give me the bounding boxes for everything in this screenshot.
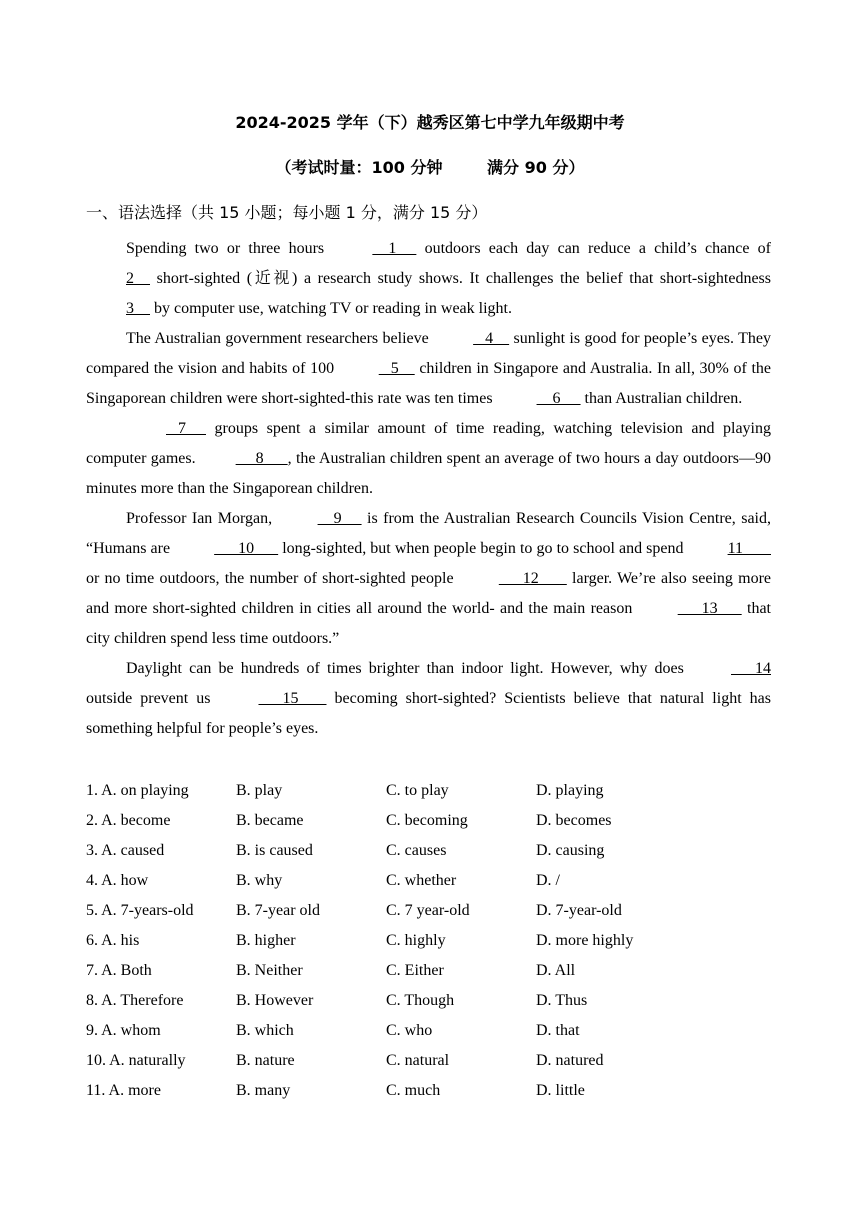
option-row: [86, 1046, 786, 1076]
option-a: 5. A. 7-years-old: [86, 902, 194, 919]
text: short-sighted (近视) a research study shows. It challenges the belief that short-sightedness: [150, 270, 771, 287]
text: , the Australian children spent an average of two hours a day outdoors—90 minutes more than the Singaporean children.: [86, 450, 771, 497]
blank-3: 3: [126, 300, 150, 317]
option-c: C. to play: [386, 782, 449, 799]
section-heading: 一、语法选择（共 15 小题；每小题 1 分，满分 15 分）: [86, 203, 488, 222]
option-a: 7. A. Both: [86, 962, 152, 979]
option-a: 8. A. Therefore: [86, 992, 184, 1009]
option-c: C. much: [386, 1082, 441, 1099]
text: The Australian government researchers believe: [126, 330, 434, 347]
text: larger. We’re also seeing more and more short-sighted children in cities all around the world- and the main reason: [86, 570, 771, 617]
option-row: [86, 1076, 786, 1106]
option-b: B. play: [236, 782, 283, 799]
option-b: B. 7-year old: [236, 902, 320, 919]
text: becoming short-sighted? Scientists believe that natural light has something helpful for people’s eyes.: [86, 690, 771, 737]
option-a: 4. A. how: [86, 872, 149, 889]
option-row: [86, 896, 786, 926]
option-c: C. Though: [386, 992, 455, 1009]
option-row: [86, 926, 786, 956]
text: Spending two or three hours: [126, 240, 333, 257]
text: that city children spend less time outdoors.”: [86, 600, 771, 647]
option-d: D. causing: [536, 842, 605, 859]
option-b: B. However: [236, 992, 314, 1009]
option-a: 3. A. caused: [86, 842, 165, 859]
text: or no time outdoors, the number of short-sighted people: [86, 570, 459, 587]
blank-4: 4: [473, 330, 510, 347]
option-c: C. becoming: [386, 812, 468, 829]
option-b: B. became: [236, 812, 304, 829]
option-b: B. why: [236, 872, 283, 889]
option-d: D. /: [536, 872, 560, 889]
option-b: B. which: [236, 1022, 294, 1039]
option-a: 9. A. whom: [86, 1022, 161, 1039]
option-b: B. nature: [236, 1052, 295, 1069]
paragraph-2: [86, 324, 771, 414]
blank-9: 9: [317, 510, 362, 527]
text: Daylight can be hundreds of times brighter than indoor light. However, why does: [126, 660, 691, 677]
option-c: C. Either: [386, 962, 444, 979]
paragraph-5: [86, 654, 771, 744]
blank-1: 1: [372, 240, 417, 257]
text: by computer use, watching TV or reading in weak light.: [150, 300, 512, 317]
exam-title: 2024-2025 学年（下）越秀区第七中学九年级期中考: [235, 113, 625, 132]
option-b: B. higher: [236, 932, 296, 949]
text: than Australian children.: [580, 390, 743, 407]
option-a: 10. A. naturally: [86, 1052, 186, 1069]
option-a: 6. A. his: [86, 932, 140, 949]
text: Professor Ian Morgan,: [126, 510, 278, 527]
answer-options: [86, 776, 786, 1106]
option-row: [86, 1016, 786, 1046]
blank-12: 12: [498, 570, 567, 587]
text: groups spent a similar amount of time reading, watching television and playing computer games.: [86, 420, 771, 467]
option-a: 2. A. become: [86, 812, 171, 829]
blank-10: 10: [214, 540, 279, 557]
blank-15: 15: [258, 690, 327, 707]
option-d: D. more highly: [536, 932, 634, 949]
blank-2: 2: [126, 270, 150, 287]
blank-14: 14: [731, 660, 771, 677]
blank-6: 6: [536, 390, 581, 407]
option-d: D. becomes: [536, 812, 612, 829]
cloze-passage: [86, 234, 771, 744]
option-c: C. natural: [386, 1052, 450, 1069]
option-d: D. All: [536, 962, 576, 979]
option-d: D. 7-year-old: [536, 902, 622, 919]
option-d: D. Thus: [536, 992, 588, 1009]
paragraph-4: [86, 504, 771, 654]
option-c: C. who: [386, 1022, 433, 1039]
paragraph-3: [86, 414, 771, 504]
option-row: [86, 956, 786, 986]
blank-8: 8: [235, 450, 288, 467]
text: children in Singapore and Australia. In all, 30% of the Singaporean children were short-sighted-this rate was ten times: [86, 360, 771, 407]
option-c: C. 7 year-old: [386, 902, 470, 919]
blank-13: 13: [677, 600, 742, 617]
option-b: B. many: [236, 1082, 291, 1099]
option-a: 1. A. on playing: [86, 782, 189, 799]
blank-5: 5: [378, 360, 415, 377]
text: sunlight is good for people’s eyes. They compared the vision and habits of 100: [86, 330, 771, 377]
option-row: [86, 866, 786, 896]
option-d: D. little: [536, 1082, 585, 1099]
option-a: 11. A. more: [86, 1082, 161, 1099]
blank-11: 11: [727, 540, 771, 557]
option-row: [86, 836, 786, 866]
option-row: [86, 806, 786, 836]
text: is from the Australian Research Councils Vision Centre, said, “Humans are: [86, 510, 771, 557]
option-d: D. playing: [536, 782, 604, 799]
paragraph-1: [86, 234, 771, 324]
option-c: C. highly: [386, 932, 446, 949]
blank-7: 7: [166, 420, 206, 437]
option-row: [86, 986, 786, 1016]
text: outdoors each day can reduce a child’s chance of: [416, 240, 771, 257]
option-b: B. is caused: [236, 842, 313, 859]
option-d: D. natured: [536, 1052, 604, 1069]
text: outside prevent us: [86, 690, 219, 707]
option-d: D. that: [536, 1022, 580, 1039]
option-b: B. Neither: [236, 962, 303, 979]
option-c: C. causes: [386, 842, 447, 859]
option-row: [86, 776, 786, 806]
text: long-sighted, but when people begin to go to school and spend: [278, 540, 688, 557]
option-c: C. whether: [386, 872, 457, 889]
exam-subtitle: （考试时量：100 分钟 满分 90 分）: [275, 158, 585, 177]
